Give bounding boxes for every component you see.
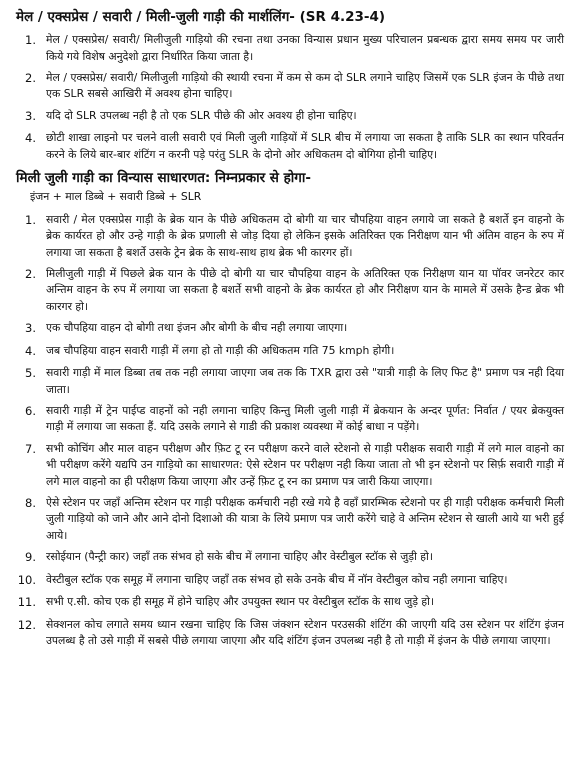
- item-text: जब चौपहिया वाहन सवारी गाड़ी में लगा हो तो गाड़ी की अधिकतम गति 75 kmph होगी।: [46, 343, 395, 357]
- item-text: सवारी गाड़ी में माल डिब्बा तब तक नही लगाया जाएगा जब तक कि TXR द्वारा उसे "यात्री गाड़ी के लिए फिट है" प्रमाण पत्र नही दिया जाता।: [46, 366, 564, 396]
- item-number: 12.: [17, 617, 36, 632]
- list-item: [16, 572, 564, 589]
- list-item: [16, 617, 564, 650]
- section2-title: मिली जुली गाड़ी का विन्यास साधारणत: निम्नप्रकार से होगा-: [16, 170, 311, 187]
- item-number: 1.: [25, 33, 36, 48]
- item-text: रसोईयान (पैन्ट्री कार) जहाँ तक संभव हो सके बीच में लगाना चाहिए और वेस्टीबुल स्टॉक से जुड़ी हो।: [46, 550, 433, 564]
- item-text: सभी ए.सी. कोच एक ही समूह में होने चाहिए और उपयुक्त स्थान पर वेस्टीबुल स्टॉक के साथ जुड़े हो।: [46, 595, 435, 609]
- item-number: 4.: [25, 343, 36, 358]
- item-number: 3.: [25, 321, 36, 336]
- item-number: 8.: [25, 495, 36, 510]
- item-number: 5.: [25, 366, 36, 381]
- item-number: 6.: [25, 403, 36, 418]
- item-text: यदि दो SLR उपलब्ध नही है तो एक SLR पीछे की ओर अवश्य ही होना चाहिए।: [46, 108, 357, 122]
- item-number: 11.: [17, 595, 36, 610]
- item-text: मेल / एक्सप्रेस/ सवारी/ मिलीजुली गाड़ियो की स्थायी रचना में कम से कम दो SLR लगाने चाहिए जिसमें एक SLR इंजन के पीछे तथा एक SLR सबसे आखिरी में अवश्य होना चाहिए।: [46, 71, 564, 101]
- list-item: [16, 108, 564, 125]
- item-number: 3.: [25, 108, 36, 123]
- item-text: सभी कोचिंग और माल वाहन परीक्षण और फ़िट टू रन परीक्षण करने वाले स्टेशनो से गाड़ी परीक्षक सवारी गाड़ी में लगे माल वाहनो का भी परीक्षण करेंगे यद्यपि उन गाड़ियो का साधारणत: ऐसे स्टेशन पर परीक्षण नही किया जाता तो भी इन स्टेशनो पर सिर्फ़ सवारी गाड़ी में लगे माल वाहनो का ही परीक्षण किया जाएगा और उन्हें फ़िट टू रन का प्रमाण पत्र जारी किया जाएगा।: [46, 441, 564, 488]
- item-text: सवारी / मेल एक्सप्रेस गाड़ी के ब्रेक यान के पीछे अधिकतम दो बोगी या चार चौपहिया वाहन लगाये जा सकते है बशर्ते इन वाहनो के ब्रेक कार्यरत हो और उन्हे गाड़ी के ब्रेक प्रणाली से जोड़ दिया हो लेकिन इसके अतिरिक्त एक निरीक्षण यान भी अंतिम वाहन के रुप में लगाया जा सकता है बशर्ते उसके ट्रेन ब्रेक के साथ-साथ हाथ ब्रेक भी कारगर हों।: [46, 212, 564, 259]
- composition-formula: इंजन + माल डिब्बे + सवारी डिब्बे + SLR: [30, 190, 202, 204]
- item-number: 2.: [25, 266, 36, 281]
- section1-title: मेल / एक्सप्रेस / सवारी / मिली-जुली गाड़ी की मार्शलिंग- (SR 4.23-4): [16, 9, 386, 25]
- item-text: छोटी शाखा लाइनो पर चलने वाली सवारी एवं मिली जुली गाड़ियों में SLR बीच में लगाया जा सकता है ताकि SLR का स्थान परिवर्तन करने के लिये बार-बार शंटिंग न करनी पड़े परंतु SLR के दोनो ओर अधिकतम दो बोगिया होनी चाहिए।: [46, 131, 564, 161]
- list-item: [16, 266, 564, 315]
- list-item: [16, 441, 564, 490]
- item-text: मिलीजुली गाड़ी में पिछले ब्रेक यान के पीछे दो बोगी या चार चौपहिया वाहन के अतिरिक्त एक निरीक्षण यान या पॉवर जनरेटर कार अन्तिम वाहन के रुप में लगाया जा सकता है बशर्ते सभी वाहनो के ब्रेक कार्यरत हो और निरीक्षण यान के मामले में उसके हैन्ड ब्रेक भी कारगर हो।: [46, 266, 564, 313]
- item-number: 4.: [25, 131, 36, 146]
- item-text: मेल / एक्सप्रेस/ सवारी/ मिलीजुली गाड़ियो की रचना तथा उनका विन्यास प्रधान मुख्य परिचालन प्रबन्धक द्वारा समय समय पर जारी किये गये विशेष अनुदेशो द्वारा निर्धारित किया जाता है।: [46, 33, 564, 63]
- list-item: [16, 130, 564, 163]
- list-item: [16, 320, 564, 337]
- section1-list: [16, 32, 564, 163]
- list-item: [16, 32, 564, 65]
- item-text: सवारी गाड़ी में ट्रेन पाईप्ड वाहनों को नही लगाना चाहिए किन्तु मिली जुली गाड़ी में ब्रेकयान के अन्दर पूर्णत: निर्वात / एयर ब्रेकयुक्त गाड़ी में लगाया जा सकता हैं. यदि उसके लगाने से गाडी की प्रकाश व्यवस्था में कोई बाधा न पड़ेंगे।: [46, 403, 564, 434]
- list-item: [16, 70, 564, 103]
- item-number: 7.: [25, 441, 36, 456]
- item-text: सेक्शनल कोच लगाते समय ध्यान रखना चाहिए कि जिस जंक्शन स्टेशन परउसकी शंटिंग की जाएगी यदि उस स्टेशन पर शंटिंग इंजन उपलब्ध है तो उसे गाड़ी में सबसे पीछे लगाया जाएगा और यदि शंटिंग इंजन उपलब्ध नही है तो गाड़ी में इंजन के पीछे लगाया जाएगा।: [46, 617, 564, 647]
- list-item: [16, 403, 564, 436]
- item-number: 1.: [25, 212, 36, 227]
- list-item: [16, 212, 564, 261]
- list-item: [16, 365, 564, 398]
- item-number: 9.: [25, 550, 36, 565]
- section2-list: [16, 212, 564, 650]
- list-item: [16, 495, 564, 544]
- list-item: [16, 594, 564, 611]
- item-text: एक चौपहिया वाहन दो बोगी तथा इंजन और बोगी के बीच नही लगाया जाएगा।: [46, 321, 348, 335]
- item-number: 10.: [17, 572, 36, 587]
- list-item: [16, 343, 564, 360]
- item-text: ऐसे स्टेशन पर जहाँ अन्तिम स्टेशन पर गाड़ी परीक्षक कर्मचारी नही रखे गये है वहाँ प्रारम्भिक स्टेशनो पर ही गाड़ी परीक्षक कर्मचारी मिली जुली गाड़ियो को जाने और आने दोनो दिशाओ की यात्रा के लिये प्रमाण पत्र जारी करेंगे चाहे वे अन्तिम स्टेशन से खाली आये या भरी हुई आये।: [46, 495, 564, 542]
- list-item: [16, 549, 564, 566]
- item-text: वेस्टीबुल स्टॉक एक समूह में लगाना चाहिए जहाँ तक संभव हो सके उनके बीच में नॉन वेस्टीबुल कोच नही लगाना चाहिए।: [46, 572, 508, 586]
- item-number: 2.: [25, 71, 36, 86]
